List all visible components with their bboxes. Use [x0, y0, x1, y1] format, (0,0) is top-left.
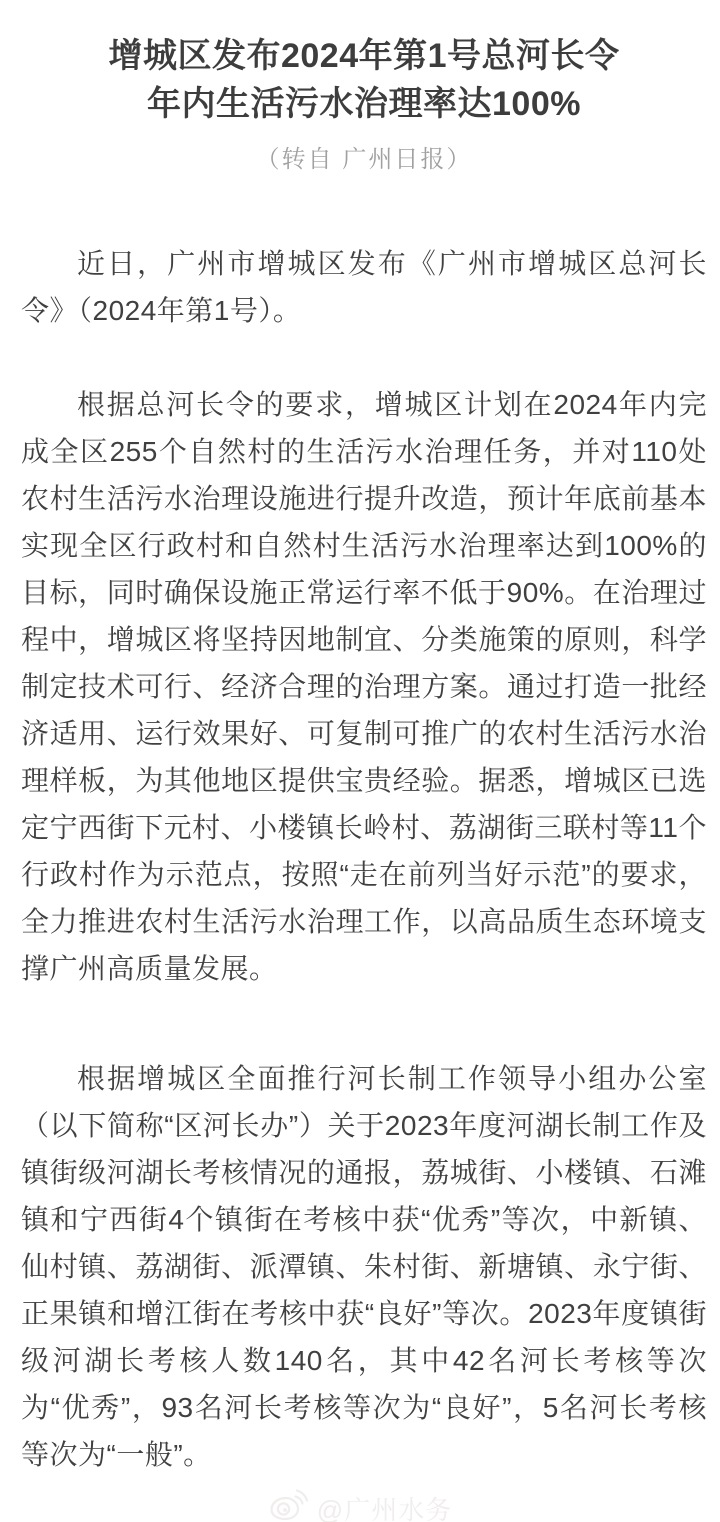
body-paragraph-3: 根据增城区全面推行河长制工作领导小组办公室（以下简称“区河长办”）关于2023年度河湖长制工作及镇街级河湖长考核情况的通报，荔城街、小楼镇、石滩镇和宁西街4个镇街在考核中获“优秀”等次，中新镇、仙村镇、荔湖街、派潭镇、朱村街、新塘镇、永宁街、正果镇和增江街在考核中获“良好”等次。2023年度镇街级河湖长考核人数140名，其中42名河长考核等次为“优秀”，93名河长考核等次为“良好”，5名河长考核等次为“一般”。 [21, 1063, 707, 1470]
watermark-text: @广州水务 [316, 1494, 453, 1522]
watermark [0, 1487, 720, 1522]
body-paragraph-2: 根据总河长令的要求，增城区计划在2024年内完成全区255个自然村的生活污水治理任务，并对110处农村生活污水治理设施进行提升改造，预计年底前基本实现全区行政村和自然村生活污水治理率达到100%的目标，同时确保设施正常运行率不低于90%。在治理过程中，增城区将坚持因地制宜、分类施策的原则，科学制定技术可行、经济合理的治理方案。通过打造一批经济适用、运行效果好、可复制可推广的农村生活污水治理样板，为其他地区提供宝贵经验。据悉，增城区已选定宁西街下元村、小楼镇长岭村、荔湖街三联村等11个行政村作为示范点，按照“走在前列当好示范”的要求，全力推进农村生活污水治理工作，以高品质生态环境支撑广州高质量发展。 [21, 389, 707, 984]
article-title-line-2: 年内生活污水治理率达100% [147, 85, 581, 123]
body-paragraph-1: 近日，广州市增城区发布《广州市增城区总河长令》（2024年第1号）。 [21, 248, 707, 326]
article-content [0, 32, 720, 1478]
weibo-icon [268, 1487, 308, 1522]
source-note: （转自 广州日报） [255, 146, 473, 173]
article-title [21, 32, 707, 128]
article-title-line-1: 增城区发布2024年第1号总河长令 [108, 37, 620, 75]
